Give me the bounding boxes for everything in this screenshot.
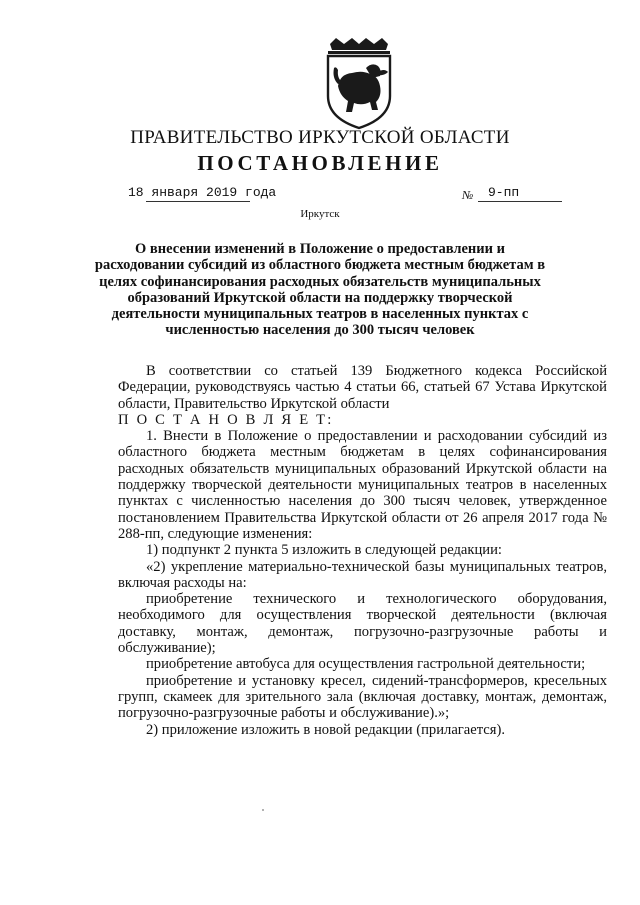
number-underline (478, 201, 562, 202)
date-underline (146, 201, 250, 202)
quote-paragraph: «2) укрепление материально-технической базы муниципальных театров, включая расходы на: (118, 558, 607, 591)
preamble-paragraph: В соответствии со статьей 139 Бюджетного кодекса Российской Федерации, руководствуясь частью 4 статьи 66, статьей 67 Устава Иркутской области, Правительство Иркутской области (118, 363, 607, 412)
item-1-paragraph: 1. Внести в Положение о предоставлении и расходовании субсидий из областного бюджета местным бюджетам в целях софинансирования расходных обязательств муниципальных образований Иркутской области на поддержку творческой деятельности муниципальных театров в населенных пунктах с численностью населения до 300 тысяч человек, утвержденное постановлением Правительства Иркутской области от 26 апреля 2017 года № 288-пп, следующие изменения: (118, 428, 607, 542)
number-sign: № (462, 188, 474, 202)
document-heading: О внесении изменений в Положение о предоставлении и расходовании субсидий из областного бюджета местным бюджетам в целях софинансирования расходных обязательств муниципальных образований Иркутской области на поддержку творческой деятельности муниципальных театров в населенных пунктах с численностью населения до 300 тысяч человек (94, 241, 546, 339)
document-date: 18 января 2019 года (128, 185, 277, 200)
resolves-line: П О С Т А Н О В Л Я Е Т: (118, 411, 334, 428)
government-title: ПРАВИТЕЛЬСТВО ИРКУТСКОЙ ОБЛАСТИ (130, 127, 510, 148)
document-number: 9-пп (488, 185, 520, 200)
document-type: ПОСТАНОВЛЕНИЕ (197, 151, 443, 175)
quote-item-seats: приобретение и установку кресел, сидений-трансформеров, кресельных групп, скамеек для зрительного зала (включая доставку, монтаж, демонтаж, погрузочно-разгрузочные работы и обслуживание).»; (118, 672, 607, 722)
quote-item-bus: приобретение автобуса для осуществления гастрольной деятельности; (146, 656, 586, 673)
document-city: Иркутск (300, 208, 340, 220)
subitem-1-paragraph: 1) подпункт 2 пункта 5 изложить в следующей редакции: (146, 542, 502, 559)
scan-speck (262, 809, 264, 811)
quote-item-equipment: приобретение технического и технологического оборудования, необходимого для осуществления творческой деятельности (включая доставку, монтаж, демонтаж, погрузочно-разгрузочные работы и обслуживание); (118, 591, 607, 657)
document-body (118, 363, 607, 738)
irkutsk-coat-of-arms-icon (318, 38, 400, 130)
subitem-2-paragraph: 2) приложение изложить в новой редакции (прилагается). (146, 721, 505, 738)
